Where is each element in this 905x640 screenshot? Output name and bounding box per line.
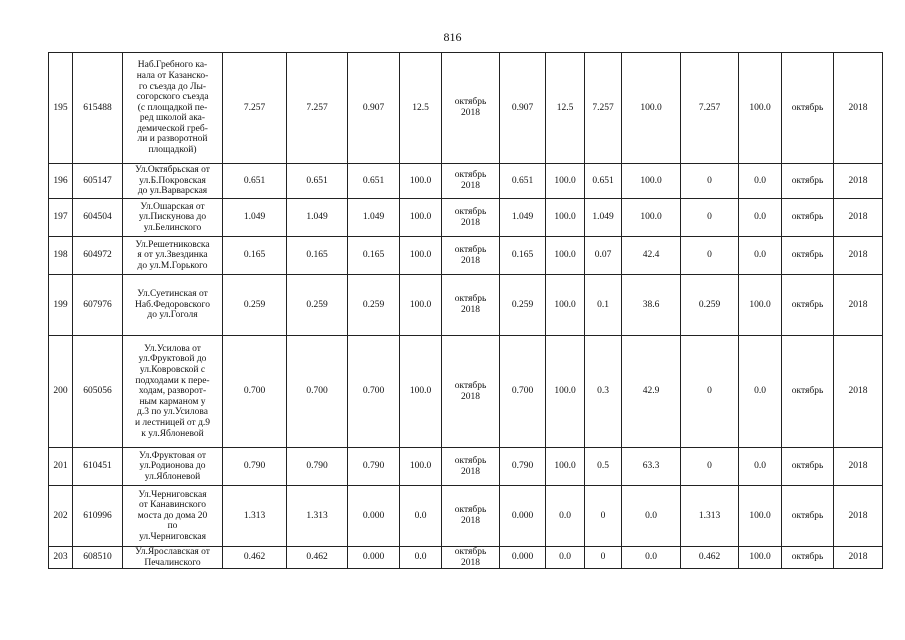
percent-2-cell: 0.0 <box>546 547 585 569</box>
percent-1-cell: 100.0 <box>400 199 442 237</box>
row-number-cell: 199 <box>49 275 73 336</box>
object-code-cell: 607976 <box>73 275 123 336</box>
table-body <box>49 53 883 569</box>
row-number-cell: 196 <box>49 164 73 199</box>
year-cell: 2018 <box>834 53 883 164</box>
value-4-cell: 0.700 <box>500 336 546 448</box>
page-number: 816 <box>443 30 462 44</box>
value-1-cell: 7.257 <box>223 53 287 164</box>
table-row <box>49 164 883 199</box>
percent-3-cell: 42.4 <box>622 237 681 275</box>
value-1-cell: 1.313 <box>223 486 287 547</box>
value-5-cell: 0.3 <box>585 336 622 448</box>
street-description-cell: Ул.Суетинская от Наб.Федоровского до ул.Гоголя <box>123 275 223 336</box>
table-row <box>49 336 883 448</box>
value-2-cell: 0.259 <box>287 275 348 336</box>
value-4-cell: 0.259 <box>500 275 546 336</box>
value-1-cell: 0.651 <box>223 164 287 199</box>
value-1-cell: 0.790 <box>223 448 287 486</box>
object-code-cell: 610451 <box>73 448 123 486</box>
percent-4-cell: 100.0 <box>739 547 782 569</box>
value-6-cell: 0 <box>681 336 739 448</box>
row-number-cell: 197 <box>49 199 73 237</box>
percent-3-cell: 38.6 <box>622 275 681 336</box>
month-cell: октябрь <box>782 164 834 199</box>
street-description-cell: Ул.Октябрьская от ул.Б.Покровская до ул.Варварская <box>123 164 223 199</box>
value-2-cell: 0.462 <box>287 547 348 569</box>
value-3-cell: 0.000 <box>348 547 400 569</box>
street-description-cell: Ул.Черниговская от Канавинского моста до дома 20 по ул.Черниговская <box>123 486 223 547</box>
percent-2-cell: 100.0 <box>546 448 585 486</box>
table-row <box>49 237 883 275</box>
percent-3-cell: 100.0 <box>622 199 681 237</box>
object-code-cell: 604504 <box>73 199 123 237</box>
value-2-cell: 0.790 <box>287 448 348 486</box>
value-5-cell: 0 <box>585 547 622 569</box>
object-code-cell: 615488 <box>73 53 123 164</box>
value-3-cell: 0.259 <box>348 275 400 336</box>
value-3-cell: 1.049 <box>348 199 400 237</box>
table-row <box>49 486 883 547</box>
year-cell: 2018 <box>834 547 883 569</box>
percent-3-cell: 0.0 <box>622 486 681 547</box>
roads-table <box>48 52 883 569</box>
percent-4-cell: 0.0 <box>739 164 782 199</box>
percent-3-cell: 100.0 <box>622 164 681 199</box>
percent-4-cell: 100.0 <box>739 486 782 547</box>
month-year-cell: октябрь 2018 <box>442 448 500 486</box>
percent-2-cell: 100.0 <box>546 336 585 448</box>
value-1-cell: 0.700 <box>223 336 287 448</box>
percent-2-cell: 0.0 <box>546 486 585 547</box>
percent-4-cell: 0.0 <box>739 336 782 448</box>
percent-2-cell: 100.0 <box>546 275 585 336</box>
month-year-cell: октябрь 2018 <box>442 164 500 199</box>
value-5-cell: 7.257 <box>585 53 622 164</box>
street-description-cell: Ул.Усилова от ул.Фруктовой до ул.Ковровской с подходами к пере- ходам, разворот- ным карманом у д.3 по ул.Усилова и лестницей от д.9 к ул.Яблоневой <box>123 336 223 448</box>
value-5-cell: 1.049 <box>585 199 622 237</box>
percent-3-cell: 42.9 <box>622 336 681 448</box>
month-cell: октябрь <box>782 486 834 547</box>
row-number-cell: 200 <box>49 336 73 448</box>
month-year-cell: октябрь 2018 <box>442 275 500 336</box>
value-6-cell: 0 <box>681 199 739 237</box>
value-4-cell: 0.651 <box>500 164 546 199</box>
percent-4-cell: 0.0 <box>739 448 782 486</box>
year-cell: 2018 <box>834 275 883 336</box>
month-cell: октябрь <box>782 336 834 448</box>
month-cell: октябрь <box>782 53 834 164</box>
street-description-cell: Ул.Ярославская от Печалинского <box>123 547 223 569</box>
value-2-cell: 1.049 <box>287 199 348 237</box>
value-6-cell: 7.257 <box>681 53 739 164</box>
month-cell: октябрь <box>782 237 834 275</box>
percent-1-cell: 100.0 <box>400 275 442 336</box>
street-description-cell: Ул.Решетниковска я от ул.Звездинка до ул.М.Горького <box>123 237 223 275</box>
percent-1-cell: 100.0 <box>400 448 442 486</box>
value-3-cell: 0.165 <box>348 237 400 275</box>
object-code-cell: 604972 <box>73 237 123 275</box>
percent-2-cell: 100.0 <box>546 164 585 199</box>
value-5-cell: 0.07 <box>585 237 622 275</box>
year-cell: 2018 <box>834 336 883 448</box>
percent-1-cell: 100.0 <box>400 336 442 448</box>
percent-3-cell: 0.0 <box>622 547 681 569</box>
year-cell: 2018 <box>834 164 883 199</box>
table-row <box>49 199 883 237</box>
value-6-cell: 1.313 <box>681 486 739 547</box>
street-description-cell: Ул.Ошарская от ул.Пискунова до ул.Белинского <box>123 199 223 237</box>
table-row <box>49 448 883 486</box>
month-year-cell: октябрь 2018 <box>442 53 500 164</box>
object-code-cell: 605056 <box>73 336 123 448</box>
percent-2-cell: 100.0 <box>546 237 585 275</box>
value-5-cell: 0.1 <box>585 275 622 336</box>
row-number-cell: 202 <box>49 486 73 547</box>
percent-1-cell: 100.0 <box>400 164 442 199</box>
value-4-cell: 1.049 <box>500 199 546 237</box>
value-4-cell: 0.000 <box>500 547 546 569</box>
table-row <box>49 547 883 569</box>
value-4-cell: 0.790 <box>500 448 546 486</box>
percent-4-cell: 0.0 <box>739 237 782 275</box>
value-2-cell: 0.651 <box>287 164 348 199</box>
value-3-cell: 0.907 <box>348 53 400 164</box>
row-number-cell: 201 <box>49 448 73 486</box>
value-2-cell: 1.313 <box>287 486 348 547</box>
year-cell: 2018 <box>834 448 883 486</box>
percent-1-cell: 0.0 <box>400 547 442 569</box>
object-code-cell: 605147 <box>73 164 123 199</box>
month-year-cell: октябрь 2018 <box>442 547 500 569</box>
object-code-cell: 610996 <box>73 486 123 547</box>
value-3-cell: 0.651 <box>348 164 400 199</box>
year-cell: 2018 <box>834 199 883 237</box>
value-3-cell: 0.000 <box>348 486 400 547</box>
value-1-cell: 0.259 <box>223 275 287 336</box>
percent-1-cell: 100.0 <box>400 237 442 275</box>
percent-4-cell: 100.0 <box>739 53 782 164</box>
table-row <box>49 53 883 164</box>
value-2-cell: 7.257 <box>287 53 348 164</box>
table-row <box>49 275 883 336</box>
value-2-cell: 0.700 <box>287 336 348 448</box>
value-1-cell: 0.165 <box>223 237 287 275</box>
month-year-cell: октябрь 2018 <box>442 237 500 275</box>
value-4-cell: 0.165 <box>500 237 546 275</box>
row-number-cell: 195 <box>49 53 73 164</box>
year-cell: 2018 <box>834 486 883 547</box>
percent-4-cell: 0.0 <box>739 199 782 237</box>
value-1-cell: 0.462 <box>223 547 287 569</box>
value-6-cell: 0.259 <box>681 275 739 336</box>
value-5-cell: 0.651 <box>585 164 622 199</box>
value-6-cell: 0.462 <box>681 547 739 569</box>
value-3-cell: 0.790 <box>348 448 400 486</box>
value-6-cell: 0 <box>681 164 739 199</box>
year-cell: 2018 <box>834 237 883 275</box>
value-6-cell: 0 <box>681 448 739 486</box>
row-number-cell: 198 <box>49 237 73 275</box>
value-5-cell: 0.5 <box>585 448 622 486</box>
street-description-cell: Ул.Фруктовая от ул.Родионова до ул.Яблоневой <box>123 448 223 486</box>
month-cell: октябрь <box>782 199 834 237</box>
percent-2-cell: 100.0 <box>546 199 585 237</box>
percent-3-cell: 63.3 <box>622 448 681 486</box>
month-year-cell: октябрь 2018 <box>442 486 500 547</box>
month-cell: октябрь <box>782 448 834 486</box>
row-number-cell: 203 <box>49 547 73 569</box>
percent-3-cell: 100.0 <box>622 53 681 164</box>
object-code-cell: 608510 <box>73 547 123 569</box>
value-4-cell: 0.907 <box>500 53 546 164</box>
percent-2-cell: 12.5 <box>546 53 585 164</box>
month-year-cell: октябрь 2018 <box>442 336 500 448</box>
value-4-cell: 0.000 <box>500 486 546 547</box>
month-year-cell: октябрь 2018 <box>442 199 500 237</box>
month-cell: октябрь <box>782 275 834 336</box>
percent-1-cell: 0.0 <box>400 486 442 547</box>
month-cell: октябрь <box>782 547 834 569</box>
value-1-cell: 1.049 <box>223 199 287 237</box>
value-3-cell: 0.700 <box>348 336 400 448</box>
percent-4-cell: 100.0 <box>739 275 782 336</box>
value-2-cell: 0.165 <box>287 237 348 275</box>
percent-1-cell: 12.5 <box>400 53 442 164</box>
value-6-cell: 0 <box>681 237 739 275</box>
street-description-cell: Наб.Гребного ка- нала от Казанско- го съезда до Лы- согорского съезда (с площадкой пе- ред школой ака- демической греб- ли и разворотной площадкой) <box>123 53 223 164</box>
value-5-cell: 0 <box>585 486 622 547</box>
